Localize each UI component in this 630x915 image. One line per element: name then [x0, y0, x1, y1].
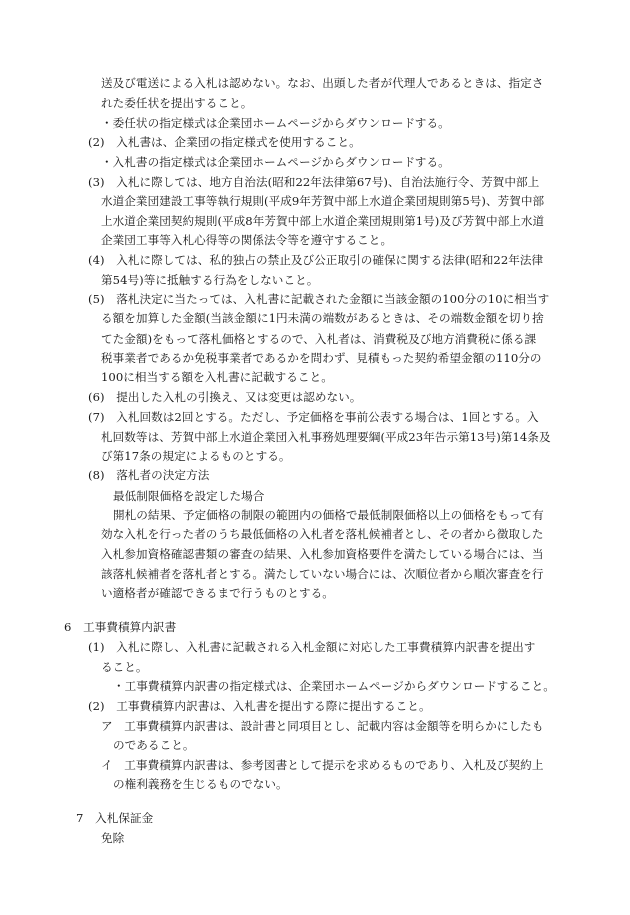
text-line: 100に相当する額を入札書に記載すること。 [101, 370, 333, 385]
text-line: 送及び電送による入札は認めない。なお、出頭した者が代理人であるときは、指定さ [101, 76, 544, 90]
text-line: 上水道企業団契約規則(平成8年芳賀中部上水道企業団規則第1号)及び芳賀中部上水道 [101, 213, 545, 228]
text-line: 企業団工事等入札心得等の関係法令等を遵守すること。 [101, 232, 393, 247]
text-line: (2) 工事費積算内訳書は、入札書を提出する際に提出すること。 [88, 698, 431, 713]
text-line: る額を加算した金額(当該金額に1円未満の端数があるときは、その端数金額を切り捨 [101, 311, 544, 326]
text-line: ・委任状の指定様式は企業団ホームページからダウンロードする。 [101, 115, 450, 130]
text-line: い適格者が確認できるまで行うものとする。 [101, 586, 334, 601]
text-line: イ 工事費積算内訳書は、参考図書として提示を求めるものであり、入札及び契約上 [101, 757, 544, 772]
text-line: 税事業者であるか免税事業者であるかを問わず、見積もった契約希望金額の110分の [101, 351, 542, 365]
text-line: (1) 入札に際し、入札書に記載される入札金額に対応した工事費積算内訳書を提出す [88, 640, 536, 655]
text-line: (3) 入札に際しては、地方自治法(昭和22年法律第67号)、自治法施行令、芳賀中部上 [88, 174, 540, 189]
section-heading: 7 入札保証金 [76, 810, 154, 825]
text-line: 免除 [101, 831, 125, 845]
text-line: 札回数等は、芳賀中部上水道企業団入札事務処理要綱(平成23年告示第13号)第14条及 [101, 429, 551, 444]
text-line: れた委任状を提出すること。 [101, 96, 253, 111]
text-line: 水道企業団建設工事等執行規則(平成9年芳賀中部上水道企業団規則第5号)、芳賀中部 [101, 194, 545, 209]
text-line: ・入札書の指定様式は企業団ホームページからダウンロードする。 [101, 155, 450, 170]
text-line: の権利義務を生じるものでない。 [113, 777, 288, 791]
text-line: 該落札候補者を落札者とする。満たしていない場合には、次順位者から順次審査を行 [101, 567, 544, 581]
text-line: ア 工事費積算内訳書は、設計書と同項目とし、記載内容は金額等を明らかにしたも [101, 718, 544, 733]
text-line: 入札参加資格確認書類の審査の結果、入札参加資格要件を満たしている場合には、当 [101, 546, 544, 561]
text-line: 最低制限価格を設定した場合 [113, 488, 265, 503]
text-line: 効な入札を行った者のうち最低価格の入札者を落札候補者とし、その者から徴取した [101, 527, 544, 542]
text-line: のであること。 [113, 738, 195, 753]
text-line: (4) 入札に際しては、私的独占の禁止及び公正取引の確保に関する法律(昭和22年法律 [88, 253, 544, 268]
text-line: (7) 入札回数は2回とする。ただし、予定価格を事前公表する場合は、1回とする。入 [88, 410, 539, 425]
text-line: ること。 [101, 659, 148, 674]
text-line: てた金額)をもって落札価格とするので、入札者は、消費税及び地方消費税に係る課 [101, 331, 537, 346]
text-line: 第54号)等に抵触する行為をしないこと。 [101, 272, 319, 287]
text-line: (2) 入札書は、企業団の指定様式を使用すること。 [88, 135, 361, 150]
text-line: (6) 提出した入札の引換え、又は変更は認めない。 [88, 389, 362, 404]
text-line: 開札の結果、予定価格の制限の範囲内の価格で最低制限価格以上の価格をもって有 [113, 507, 544, 522]
text-line: (8) 落札者の決定方法 [88, 468, 210, 483]
text-line: (5) 落札決定に当たっては、入札書に記載された金額に当該金額の100分の10に相当す [88, 292, 550, 306]
section-heading: 6 工事費積算内訳書 [64, 620, 177, 635]
text-line: び第17条の規定によるものとする。 [101, 448, 291, 463]
text-line: ・工事費積算内訳書の指定様式は、企業団ホームページからダウンロードすること。 [113, 679, 555, 694]
